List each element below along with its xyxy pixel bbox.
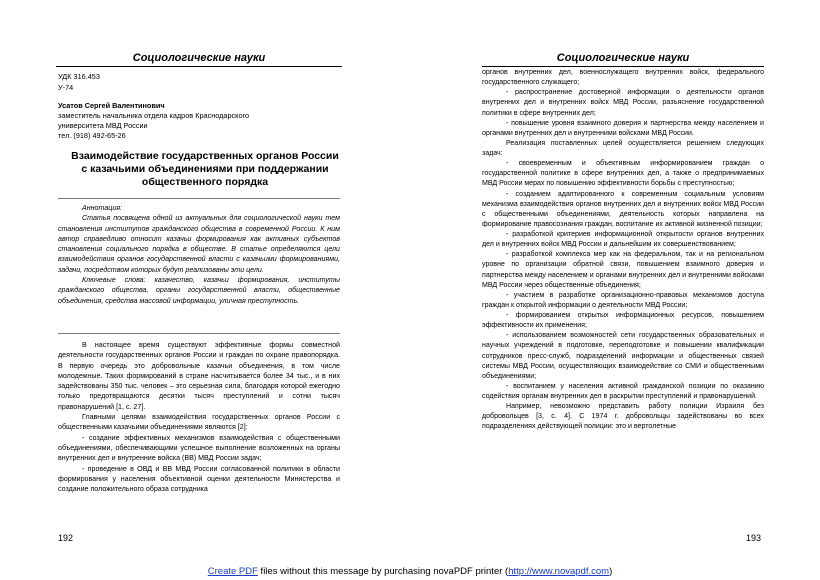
article-title-line-1: Взаимодействие государственных органов России (71, 150, 339, 162)
abstract-text: Статья посвящена одной из актуальных для социологической науки тем становления институтов гражданского общества в современной России. К ним автор справедливо относит казачьи формирования как активных субъектов становления социального порядка в обществе. В статье определяются цели взаимодействия органов государственной власти с казачьими формированиями, задачи, посредством которых будут реализованы эти цели. (58, 214, 340, 274)
paragraph: - созданием адаптированного к современным социальным условиям механизма взаимодействия органов внутренних дел и внутренних войск МВД России с общественными объединениями, деятельность которых направлена на формирование правосознания граждан, воспитание их активной жизненной позиции; (482, 190, 764, 228)
page-number: 192 (58, 533, 74, 543)
article-title (40, 150, 370, 189)
body-text-right (482, 68, 764, 433)
running-header: Социологические науки (556, 52, 690, 64)
paragraph: Например, невозможно представить работу полиции Израиля без добровольцев [3, с. 4]. С 1974 г. добровольцы задействованы во всех подразделениях действующей полиции: это и вертолетные (482, 403, 764, 431)
article-title-line-3: общественного порядка (141, 176, 269, 188)
novapdf-url-link[interactable]: http://www.novapdf.com (508, 566, 610, 577)
article-title-line-2: с казачьими объединениями при поддержании (81, 163, 329, 175)
body-text-left (58, 340, 340, 494)
abstract-top-rule (58, 198, 340, 199)
paragraph: Главными целями взаимодействия государственных органов России с общественными казачьими объединениями являются [2]: (58, 413, 340, 432)
paragraph: - создание эффективных механизмов взаимодействия с общественными объединениями, обеспечивающими успешное выполнение возложенных на органы внутренних дел и внутренние войска (ВВ) МВД России задач; (58, 433, 340, 463)
banner-text-end: ) (609, 566, 613, 577)
paragraph: - участием в разработке организационно-правовых механизмов доступа граждан к открытой информации о деятельности МВД России; (482, 291, 764, 309)
paragraph: - своевременным и объективным информированием граждан о государственной политике в сфере внутренних дел, а также о предпринимаемых МВД России мерах по повышению эффективности борьбы с преступностью; (482, 160, 764, 188)
header-rule (56, 66, 342, 67)
paragraph: органов внутренних дел, военнослужащего внутренних войск, федерального государственного служащего; (482, 69, 764, 87)
author-name: Усатов Сергей Валентинович (58, 101, 165, 110)
paragraph: - разработкой комплекса мер как на федеральном, так и на региональном уровне по организации обратной связи, повышением взаимного доверия и партнерства между населением и органами внутренних дел и внутренними войсками МВД России через общественные объединения; (482, 251, 764, 289)
paragraph: - формированием открытых информационных ресурсов, повышением эффективности их применения; (482, 312, 764, 330)
paragraph: - повышение уровня взаимного доверия и партнерства между населением и органами внутренних дел и внутренними войсками МВД России. (482, 119, 764, 137)
banner-text: files without this message by purchasing novaPDF printer ( (257, 566, 509, 577)
paragraph: В настоящее время существуют эффективные формы совместной деятельности государственных органов России и граждан по охране правопорядка. В первую очередь это добровольные казачьи объединения, в том числе молодежные. Таких формирований в стране насчитывается более 34 тыс., и в них задействованы 350 тыс. человек – это серьезная сила, благодаря которой ежегодно только предотвращаются десятки тысяч преступлений и сотни тысяч правонарушений [1, с. 27]. (58, 341, 340, 411)
paragraph: - разработкой критериев информационной открытости органов внутренних дел и внутренних войск МВД России и дальнейшим их совершенствованием; (482, 231, 764, 249)
create-pdf-link[interactable]: Create PDF (207, 566, 258, 577)
abstract-block (58, 203, 340, 306)
right-page (410, 0, 820, 570)
author-position-line-2: университета МВД России (58, 121, 148, 130)
paragraph: - проведение в ОВД и ВВ МВД России согласованной политики в области формирования у населения объективной оценки деятельности Министерства и создание положительного образа сотрудника (58, 464, 340, 494)
page-number: 193 (746, 533, 762, 543)
author-position-line-1: заместитель начальника отдела кадров Краснодарского (58, 111, 250, 120)
udc-code: УДК 316.453 (58, 72, 100, 81)
paragraph: - воспитанием у населения активной гражданской позиции по оказанию содействия органам внутренних дел в раскрытии преступлений и правонарушений. (482, 382, 764, 400)
paragraph: - распространение достоверной информации о деятельности органов внутренних дел и внутренних войск МВД России, разъяснение государственной политики в сфере внутренних дел; (482, 89, 764, 117)
paragraph: - использованием возможностей сети государственных образовательных и научных учреждений в подготовке, переподготовке и повышении квалификации сотрудников пресс-служб, подразделений информации и общественных связей системы МВД России, осуществляющих взаимодействие со СМИ и общественными объединениями; (482, 332, 764, 380)
running-header: Социологические науки (132, 52, 266, 64)
left-page (0, 0, 410, 570)
author-phone: тел. (918) 492-65-26 (58, 131, 126, 140)
bbk-code: У-74 (58, 83, 74, 92)
pdf-watermark-banner (0, 566, 820, 577)
abstract-bottom-rule (58, 333, 340, 334)
header-rule (482, 66, 764, 67)
abstract-label: Аннотация: (82, 204, 123, 212)
keywords: Ключевые слова: казачество, казачьи формирования, институты гражданского общества, органы государственной власти, общественные объединения, средства массовой информации, уличная преступность. (58, 276, 340, 305)
paragraph: Реализация поставленных целей осуществляется решением следующих задач: (482, 139, 764, 157)
